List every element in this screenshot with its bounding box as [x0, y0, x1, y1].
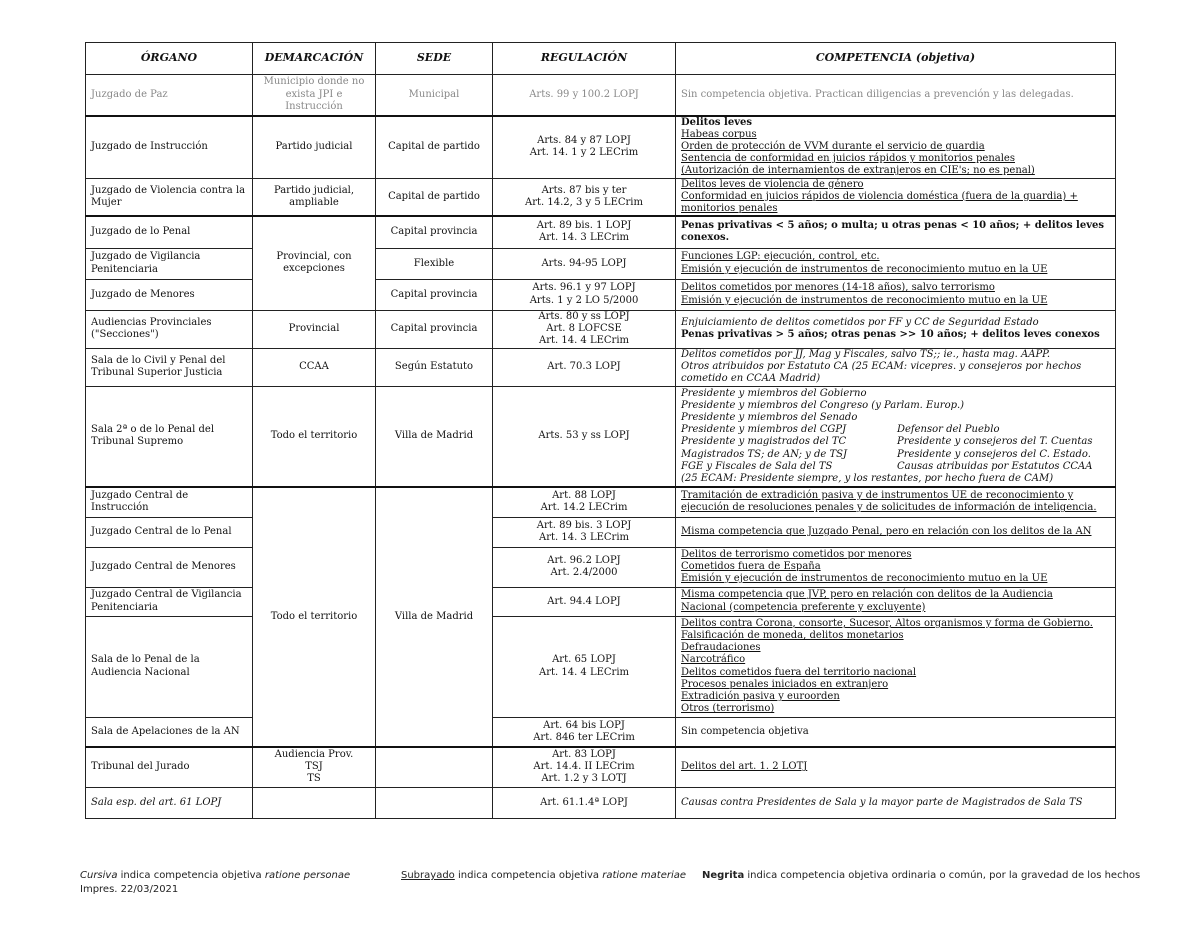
demarcacion-line: Audiencia Prov. [274, 749, 354, 761]
regulacion-line: Arts. 53 y ss LOPJ [538, 430, 630, 442]
organo-cell: Tribunal del Jurado [86, 747, 253, 787]
regulacion-line: Arts. 80 y ss LOPJ [538, 310, 630, 322]
demarcacion-cell [253, 116, 376, 179]
sede-cell: Capital provincia [376, 216, 493, 248]
competencia-line: cometido en CCAA Madrid) [681, 373, 821, 385]
competencia-line: Delitos leves de violencia de género [681, 178, 864, 190]
regulacion-line: Art. 94.4 LOPJ [547, 595, 621, 607]
regulacion-line: Art. 89 bis. 3 LOPJ [536, 519, 632, 531]
sede-cell: Villa de Madrid [376, 487, 493, 747]
regulacion-line: Art. 14. 4 LECrim [538, 666, 630, 678]
row-juzgado-menores [86, 279, 1116, 310]
competencia-line: Nacional (competencia preferente y excluyente) [681, 601, 926, 613]
organo-cell: Audiencias Provinciales ("Secciones") [86, 310, 253, 348]
regulacion-cell [493, 747, 676, 787]
regulacion-line: Art. 1.2 y 3 LOTJ [541, 773, 627, 785]
sede-cell [376, 787, 493, 818]
sede-cell: Capital provincia [376, 310, 493, 348]
regulacion-cell [493, 310, 676, 348]
regulacion-line: Art. 14. 3 LECrim [538, 232, 630, 244]
competencia-cell [676, 248, 1116, 279]
competencia-line: Otros (terrorismo) [681, 703, 775, 715]
competencia-line: Funciones LGP: ejecución, control, etc. [681, 251, 880, 263]
competencia-cell [676, 616, 1116, 717]
legend-cursiva-term: ratione personae [264, 870, 351, 881]
competencia-line: ejecución de resoluciones penales y de solicitudes de información de inteligencia. [681, 502, 1097, 514]
regulacion-cell [493, 587, 676, 616]
regulacion-line: Art. 65 LOPJ [552, 654, 616, 666]
regulacion-cell [493, 216, 676, 248]
competencia-line: Sin competencia objetiva. Practican diligencias a prevención y las delegadas. [681, 88, 1074, 100]
row-juzgado-vigilancia [86, 248, 1116, 279]
demarcacion-line: Partido judicial, [273, 184, 355, 196]
organo-cell: Sala esp. del art. 61 LOPJ [86, 787, 253, 818]
competencia-cell [676, 717, 1116, 747]
competencia-cell [676, 75, 1116, 116]
demarcacion-cell [253, 348, 376, 386]
legend-cursiva-word: Cursiva [80, 870, 118, 881]
organo-cell: Sala 2ª o de lo Penal del Tribunal Supremo [86, 386, 253, 487]
competencia-line: Misma competencia que Juzgado Penal, pero en relación con los delitos de la AN [681, 526, 1092, 538]
row-central-penal [86, 517, 1116, 547]
sede-cell: Capital de partido [376, 178, 493, 216]
sede-cell: Municipal [376, 75, 493, 116]
competencia-line: Delitos del art. 1. 2 LOTJ [681, 761, 808, 773]
sede-cell: Según Estatuto [376, 348, 493, 386]
demarcacion-cell [253, 75, 376, 116]
competencia-line: Extradición pasiva y euroorden [681, 691, 840, 703]
competencia-line: (Autorización de internamientos de extranjeros en CIE's; no es penal) [681, 165, 1035, 177]
row-sala-art61 [86, 787, 1116, 818]
header-demarcacion: DEMARCACIÓN [253, 43, 376, 75]
demarcacion-line: Provincial [288, 323, 340, 335]
competencia-line: Presidente y miembros del Gobierno [681, 387, 867, 399]
demarcacion-cell [253, 178, 376, 216]
competencia-line: Delitos cometidos por menores (14-18 años), salvo terrorismo [681, 282, 995, 294]
competencia-line: Presidente y miembros del CGPJ [681, 424, 847, 436]
competencia-line: Otros atribuidos por Estatuto CA (25 ECAM: vicepres. y consejeros por hechos [681, 361, 1082, 373]
organo-cell: Juzgado de Menores [86, 279, 253, 310]
competencia-line: Emisión y ejecución de instrumentos de reconocimiento mutuo en la UE [681, 294, 1048, 306]
regulacion-cell [493, 279, 676, 310]
regulacion-cell [493, 547, 676, 587]
competencia-line: Cometidos fuera de España [681, 561, 821, 573]
sede-cell: Flexible [376, 248, 493, 279]
organo-cell: Juzgado Central de Menores [86, 547, 253, 587]
competencia-cell [676, 216, 1116, 248]
competencia-cell [676, 787, 1116, 818]
competencia-cell [676, 178, 1116, 216]
competencia-line: Defensor del Pueblo [897, 424, 1000, 436]
competencia-cell [676, 517, 1116, 547]
legend-cursiva [80, 870, 350, 881]
competencia-line: (25 ECAM: Presidente siempre, y los restantes, por hecho fuera de CAM) [681, 472, 1054, 484]
competencia-line: Presidente y miembros del Senado [681, 411, 858, 423]
competencia-line: Emisión y ejecución de instrumentos de reconocimiento mutuo en la UE [681, 573, 1048, 585]
sede-cell [376, 747, 493, 787]
demarcacion-cell [253, 310, 376, 348]
competencia-line: Emisión y ejecución de instrumentos de reconocimiento mutuo en la UE [681, 263, 1048, 275]
competencia-cell [676, 310, 1116, 348]
competencia-cell [676, 279, 1116, 310]
demarcacion-line: excepciones [283, 263, 345, 275]
row-tribunal-jurado [86, 747, 1116, 787]
competencia-cell [676, 386, 1116, 487]
regulacion-line: Art. 96.2 LOPJ [547, 554, 621, 566]
regulacion-line: Art. 64 bis LOPJ [543, 719, 625, 731]
organo-cell: Juzgado de Violencia contra la Mujer [86, 178, 253, 216]
regulacion-line: Art. 2.4/2000 [550, 567, 618, 579]
demarcacion-line: CCAA [299, 361, 329, 373]
competencia-line: monitorios penales [681, 202, 778, 214]
row-an-apelaciones [86, 717, 1116, 747]
demarcacion-cell [253, 787, 376, 818]
competencia-line: Falsificación de moneda, delitos monetarios [681, 630, 904, 642]
row-juzgado-penal [86, 216, 1116, 248]
regulacion-cell [493, 787, 676, 818]
demarcacion-line: ampliable [289, 196, 339, 208]
competencia-line: Orden de protección de VVM durante el servicio de guardia [681, 140, 985, 152]
regulacion-line: Art. 83 LOPJ [552, 749, 616, 761]
competencias-table [85, 42, 1116, 819]
competencia-line: Presidente y miembros del Congreso (y Parlam. Europ.) [681, 399, 965, 411]
competencia-line: Delitos de terrorismo cometidos por menores [681, 548, 912, 560]
regulacion-line: Arts. 96.1 y 97 LOPJ [532, 282, 636, 294]
legend-negrita [702, 870, 1140, 881]
competencia-cell [676, 547, 1116, 587]
row-central-menores [86, 547, 1116, 587]
demarcacion-line: exista JPI e [285, 88, 343, 100]
sede-cell: Capital de partido [376, 116, 493, 179]
competencia-line: Procesos penales iniciados en extranjero [681, 678, 889, 690]
competencia-line: FGE y Fiscales de Sala del TS [681, 460, 833, 472]
row-tribunal-supremo [86, 386, 1116, 487]
row-audiencias-provinciales [86, 310, 1116, 348]
row-tsj [86, 348, 1116, 386]
regulacion-cell [493, 517, 676, 547]
competencia-line: Defraudaciones [681, 642, 761, 654]
competencia-line: Causas atribuidas por Estatutos CCAA [897, 460, 1093, 472]
demarcacion-cell [253, 747, 376, 787]
competencia-line: Narcotráfico [681, 654, 746, 666]
competencia-line: Conformidad en juicios rápidos de violencia doméstica (fuera de la guardia) + [681, 190, 1078, 202]
legend-subrayado-term: ratione materiae [602, 870, 687, 881]
header-row [86, 43, 1116, 75]
competencia-line: conexos. [681, 232, 730, 244]
row-an-penal [86, 616, 1116, 717]
header-organo: ÓRGANO [86, 43, 253, 75]
competencia-line: Habeas corpus [681, 128, 757, 140]
competencia-two-col [681, 461, 1110, 473]
demarcacion-cell [253, 386, 376, 487]
regulacion-line: Art. 14. 4 LECrim [538, 335, 630, 347]
organo-cell: Sala de lo Civil y Penal del Tribunal Superior Justicia [86, 348, 253, 386]
organo-cell: Juzgado de lo Penal [86, 216, 253, 248]
regulacion-cell [493, 386, 676, 487]
demarcacion-line: Municipio donde no [263, 76, 365, 88]
regulacion-line: Art. 14.4. II LECrim [533, 761, 635, 773]
competencia-two-col [681, 424, 1110, 436]
competencia-two-col [681, 436, 1110, 448]
regulacion-line: Arts. 84 y 87 LOPJ [537, 134, 631, 146]
competencia-line: Delitos cometidos fuera del territorio nacional [681, 666, 917, 678]
organo-cell: Juzgado de Vigilancia Penitenciaria [86, 248, 253, 279]
regulacion-cell [493, 717, 676, 747]
competencia-line: Penas privativas > 5 años; otras penas >> 10 años; + delitos leves conexos [681, 329, 1100, 341]
competencia-line: Enjuiciamiento de delitos cometidos por FF y CC de Seguridad Estado [681, 316, 1039, 328]
demarcacion-line: Provincial, con [276, 251, 352, 263]
demarcacion-line: Instrucción [285, 100, 343, 112]
organo-cell: Juzgado Central de Vigilancia Penitenciaria [86, 587, 253, 616]
demarcacion-line: Partido judicial [275, 140, 353, 152]
competencia-line: Presidente y consejeros del T. Cuentas [897, 436, 1093, 448]
regulacion-line: Art. 89 bis. 1 LOPJ [536, 220, 632, 232]
organo-cell: Sala de Apelaciones de la AN [86, 717, 253, 747]
competencia-line: Causas contra Presidentes de Sala y la mayor parte de Magistrados de Sala TS [681, 796, 1083, 808]
competencia-line: Delitos leves [681, 116, 752, 128]
competencia-two-col [681, 449, 1110, 461]
sede-cell: Capital provincia [376, 279, 493, 310]
legend-negrita-word: Negrita [702, 870, 745, 881]
header-competencia: COMPETENCIA (objetiva) [676, 43, 1116, 75]
row-central-instruccion [86, 487, 1116, 517]
legend-negrita-text: indica competencia objetiva ordinaria o común, por la gravedad de los hechos [744, 870, 1141, 881]
legend-subrayado-text: indica competencia objetiva [454, 870, 603, 881]
demarcacion-line: TSJ [305, 761, 323, 773]
competencia-line: Tramitación de extradición pasiva y de instrumentos UE de reconocimiento y [681, 490, 1074, 502]
regulacion-line: Art. 14. 3 LECrim [538, 532, 630, 544]
organo-cell: Juzgado de Paz [86, 75, 253, 116]
competencia-line: Delitos cometidos por JJ, Mag y Fiscales, salvo TS;; ie., hasta mag. AAPP. [681, 348, 1051, 360]
competencia-line: Penas privativas < 5 años; o multa; u otras penas < 10 años; + delitos leves [681, 220, 1105, 232]
organo-cell: Sala de lo Penal de la Audiencia Nacional [86, 616, 253, 717]
demarcacion-line: Todo el territorio [270, 430, 358, 442]
row-juzgado-paz [86, 75, 1116, 116]
regulacion-line: Arts. 99 y 100.2 LOPJ [529, 88, 639, 100]
competencia-cell [676, 487, 1116, 517]
regulacion-line: Art. 61.1.4ª LOPJ [540, 796, 628, 808]
organo-cell: Juzgado Central de Instrucción [86, 487, 253, 517]
row-central-vigilancia [86, 587, 1116, 616]
legend-subrayado [401, 870, 686, 881]
demarcacion-cell [253, 216, 376, 310]
regulacion-line: Art. 14.2 LECrim [540, 502, 628, 514]
row-juzgado-violencia-mujer [86, 178, 1116, 216]
sede-cell: Villa de Madrid [376, 386, 493, 487]
regulacion-line: Arts. 94-95 LOPJ [541, 257, 627, 269]
header-sede: SEDE [376, 43, 493, 75]
regulacion-line: Art. 70.3 LOPJ [547, 361, 621, 373]
regulacion-line: Art. 88 LOPJ [552, 490, 616, 502]
regulacion-cell [493, 178, 676, 216]
competencia-line: Magistrados TS; de AN; y de TSJ [681, 448, 848, 460]
regulacion-line: Art. 846 ter LECrim [533, 731, 635, 743]
regulacion-line: Arts. 1 y 2 LO 5/2000 [529, 294, 639, 306]
regulacion-line: Art. 14.2, 3 y 5 LECrim [525, 196, 643, 208]
row-juzgado-instruccion [86, 116, 1116, 179]
regulacion-line: Arts. 87 bis y ter [541, 184, 627, 196]
competencia-cell [676, 587, 1116, 616]
regulacion-cell [493, 487, 676, 517]
demarcacion-line: Todo el territorio [270, 611, 358, 623]
competencia-cell [676, 116, 1116, 179]
competencia-cell [676, 747, 1116, 787]
competencia-cell [676, 348, 1116, 386]
competencia-line: Presidente y magistrados del TC [681, 436, 847, 448]
regulacion-cell [493, 348, 676, 386]
regulacion-line: Art. 14. 1 y 2 LECrim [529, 147, 639, 158]
organo-cell: Juzgado de Instrucción [86, 116, 253, 179]
print-date: Impres. 22/03/2021 [80, 884, 179, 895]
competencia-line: Presidente y consejeros del C. Estado. [897, 448, 1091, 460]
demarcacion-line: TS [307, 773, 321, 785]
header-regulacion: REGULACIÓN [493, 43, 676, 75]
regulacion-cell [493, 248, 676, 279]
regulacion-cell [493, 75, 676, 116]
competencia-line: Sentencia de conformidad en juicios rápidos y monitorios penales [681, 153, 1015, 165]
competencia-line: Misma competencia que JVP, pero en relación con delitos de la Audiencia [681, 589, 1053, 601]
regulacion-cell [493, 616, 676, 717]
organo-cell: Juzgado Central de lo Penal [86, 517, 253, 547]
competencia-line: Sin competencia objetiva [681, 725, 809, 737]
regulacion-line: Art. 8 LOFCSE [546, 323, 622, 335]
competencia-line: Delitos contra Corona, consorte, Sucesor, Altos organismos y forma de Gobierno. [681, 617, 1093, 629]
demarcacion-cell [253, 487, 376, 747]
legend-cursiva-text: indica competencia objetiva [117, 870, 265, 881]
legend-subrayado-word: Subrayado [401, 870, 455, 881]
regulacion-cell [493, 116, 676, 179]
